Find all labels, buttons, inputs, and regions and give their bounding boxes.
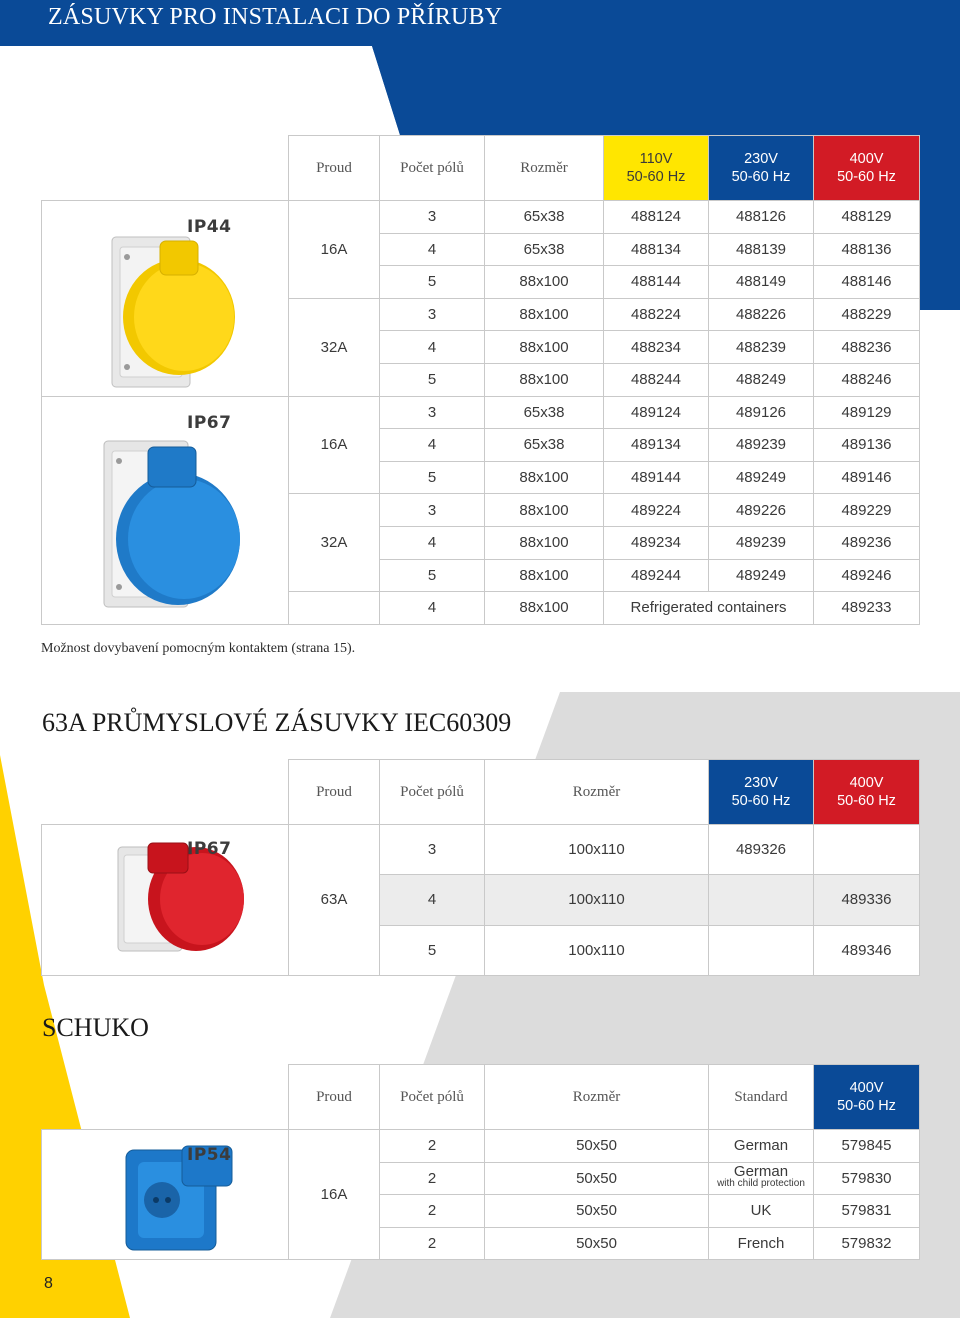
col-header-400v	[814, 1065, 920, 1130]
cell-size: 88x100	[485, 461, 604, 494]
cell-size: 65x38	[485, 429, 604, 462]
current-32a: 32A	[289, 494, 380, 592]
cell-poles: 3	[380, 298, 485, 331]
cell-size: 88x100	[485, 559, 604, 592]
current-63a: 63A	[289, 825, 380, 976]
cell-code-400: 489346	[814, 925, 920, 975]
cell-size: 50x50	[485, 1195, 709, 1228]
cell-poles: 2	[380, 1130, 485, 1163]
cell-code: 579832	[814, 1227, 920, 1260]
cell-code: 579831	[814, 1195, 920, 1228]
cell-poles: 5	[380, 461, 485, 494]
cell-standard	[709, 1162, 814, 1195]
cell-poles: 4	[380, 233, 485, 266]
frequency-400: 50-60 Hz	[837, 1098, 896, 1114]
blue-socket-image	[88, 427, 278, 617]
cell-size: 88x100	[485, 526, 604, 559]
cell-standard: French	[709, 1227, 814, 1260]
cell-code-230: 489239	[709, 526, 814, 559]
cell-poles: 4	[380, 875, 485, 925]
header-blank	[42, 136, 289, 201]
cell-code-400: 489129	[814, 396, 920, 429]
cell-size: 100x110	[485, 825, 709, 875]
cell-size: 88x100	[485, 331, 604, 364]
cell-code-230: 489249	[709, 559, 814, 592]
col-header-230v	[709, 760, 814, 825]
cell-poles: 2	[380, 1162, 485, 1195]
cell-code-110: 488234	[604, 331, 709, 364]
cell-code-400: 488129	[814, 201, 920, 234]
voltage-400: 400V	[849, 1080, 884, 1096]
standard-sublabel: with child protection	[717, 1178, 805, 1190]
63a-product-cell	[42, 825, 289, 976]
cell-poles: 4	[380, 429, 485, 462]
cell-standard: UK	[709, 1195, 814, 1228]
col-header-proud: Proud	[289, 1065, 380, 1130]
col-header-size: Rozměr	[485, 760, 709, 825]
cell-code-110: 489224	[604, 494, 709, 527]
cell-code-230: 489126	[709, 396, 814, 429]
schuko-product-cell	[42, 1130, 289, 1260]
cell-code-230	[709, 875, 814, 925]
standard-label: German	[733, 1163, 789, 1181]
cell-poles: 5	[380, 363, 485, 396]
cell-size: 100x110	[485, 925, 709, 975]
cell-code-110: 488244	[604, 363, 709, 396]
cell-size: 88x100	[485, 494, 604, 527]
cell-code-110: 488124	[604, 201, 709, 234]
cell-size: 88x100	[485, 266, 604, 299]
page-number: 8	[44, 1275, 53, 1292]
cell-poles: 5	[380, 925, 485, 975]
cell-code: 579830	[814, 1162, 920, 1195]
frequency-230: 50-60 Hz	[731, 793, 791, 809]
cell-size: 100x110	[485, 875, 709, 925]
cell-code-230: 488249	[709, 363, 814, 396]
cell-code-400: 488229	[814, 298, 920, 331]
cell-code-230: 488149	[709, 266, 814, 299]
cell-size: 50x50	[485, 1162, 709, 1195]
current-16a: 16A	[289, 396, 380, 494]
current-16a: 16A	[289, 1130, 380, 1260]
cell-code-400: 488246	[814, 363, 920, 396]
cell-code-230: 489249	[709, 461, 814, 494]
cell-code-110: 489144	[604, 461, 709, 494]
cell-poles: 4	[380, 331, 485, 364]
cell-code-400	[814, 825, 920, 875]
voltage-400: 400V	[849, 775, 884, 791]
cell-code-230: 488239	[709, 331, 814, 364]
yellow-socket-image	[84, 219, 264, 396]
cell-size: 88x100	[485, 592, 604, 625]
cell-code-230: 489239	[709, 429, 814, 462]
cell-poles: 3	[380, 201, 485, 234]
cell-code-400: 489136	[814, 429, 920, 462]
voltage-400: 400V	[849, 151, 884, 167]
frequency-400: 50-60 Hz	[837, 169, 896, 185]
cell-code-230: 488126	[709, 201, 814, 234]
auxiliary-contact-note: Možnost dovybavení pomocným kontaktem (strana 15).	[41, 641, 356, 656]
cell-code-400: 488136	[814, 233, 920, 266]
header-blank	[42, 760, 289, 825]
cell-poles: 5	[380, 559, 485, 592]
frequency-230: 50-60 Hz	[731, 169, 791, 185]
col-header-proud: Proud	[289, 136, 380, 201]
cell-size: 65x38	[485, 396, 604, 429]
cell-size: 88x100	[485, 363, 604, 396]
cell-poles: 2	[380, 1195, 485, 1228]
cell-size: 65x38	[485, 201, 604, 234]
col-header-standard: Standard	[709, 1065, 814, 1130]
cell-poles: 4	[380, 526, 485, 559]
col-header-poles: Počet pólů	[380, 1065, 485, 1130]
col-header-110v	[604, 136, 709, 201]
cell-code-110: 489124	[604, 396, 709, 429]
col-header-poles: Počet pólů	[380, 760, 485, 825]
cell-code-230: 488226	[709, 298, 814, 331]
ip67-label: IP67	[187, 413, 232, 433]
cell-code-230: 489326	[709, 825, 814, 875]
cell-code-230	[709, 925, 814, 975]
cell-size: 65x38	[485, 233, 604, 266]
cell-code-400: 489146	[814, 461, 920, 494]
section-63a-title: 63A PRŮMYSLOVÉ ZÁSUVKY IEC60309	[42, 708, 512, 737]
current-16a: 16A	[289, 201, 380, 299]
cell-poles: 4	[380, 592, 485, 625]
col-header-400v	[814, 136, 920, 201]
current-32a: 32A	[289, 298, 380, 396]
cell-code-230: 489226	[709, 494, 814, 527]
cell-code-400: 488146	[814, 266, 920, 299]
cell-size: 50x50	[485, 1130, 709, 1163]
page-header-title: ZÁSUVKY PRO INSTALACI DO PŘÍRUBY	[48, 4, 503, 30]
ip67-product-cell	[42, 396, 289, 624]
frequency-400: 50-60 Hz	[837, 793, 896, 809]
cell-code-400: 489336	[814, 875, 920, 925]
ip44-label: IP44	[187, 217, 232, 237]
cell-standard: German	[709, 1130, 814, 1163]
col-header-230v	[709, 136, 814, 201]
col-header-size: Rozměr	[485, 1065, 709, 1130]
cell-size: 50x50	[485, 1227, 709, 1260]
cell-code-230: 488139	[709, 233, 814, 266]
col-header-400v	[814, 760, 920, 825]
cell-code-110: 488144	[604, 266, 709, 299]
cell-code-400: 489233	[814, 592, 920, 625]
cell-code-400: 489236	[814, 526, 920, 559]
cell-poles: 3	[380, 825, 485, 875]
frequency-110: 50-60 Hz	[626, 169, 686, 185]
schuko-sockets-table	[41, 1064, 920, 1260]
cell-code-400: 489246	[814, 559, 920, 592]
cell-code-110: 488134	[604, 233, 709, 266]
voltage-230: 230V	[744, 775, 778, 791]
cell-poles: 3	[380, 494, 485, 527]
63a-sockets-table	[41, 759, 920, 976]
voltage-230: 230V	[744, 151, 778, 167]
flange-sockets-table	[41, 135, 920, 625]
header-blank	[42, 1065, 289, 1130]
refrigerated-current-blank	[289, 592, 380, 625]
cell-code-400: 489229	[814, 494, 920, 527]
ip44-product-cell	[42, 201, 289, 397]
cell-code-110: 489234	[604, 526, 709, 559]
refrigerated-containers-label: Refrigerated containers	[604, 592, 814, 625]
cell-size: 88x100	[485, 298, 604, 331]
col-header-proud: Proud	[289, 760, 380, 825]
col-header-size: Rozměr	[485, 136, 604, 201]
cell-code-400: 488236	[814, 331, 920, 364]
ip54-label: IP54	[187, 1145, 232, 1165]
ip67-63a-label: IP67	[187, 839, 232, 859]
voltage-110: 110V	[639, 151, 673, 167]
section-schuko-title: SCHUKO	[42, 1013, 149, 1042]
col-header-poles: Počet pólů	[380, 136, 485, 201]
cell-code: 579845	[814, 1130, 920, 1163]
cell-poles: 5	[380, 266, 485, 299]
cell-poles: 2	[380, 1227, 485, 1260]
cell-code-110: 488224	[604, 298, 709, 331]
cell-poles: 3	[380, 396, 485, 429]
cell-code-110: 489134	[604, 429, 709, 462]
cell-code-110: 489244	[604, 559, 709, 592]
